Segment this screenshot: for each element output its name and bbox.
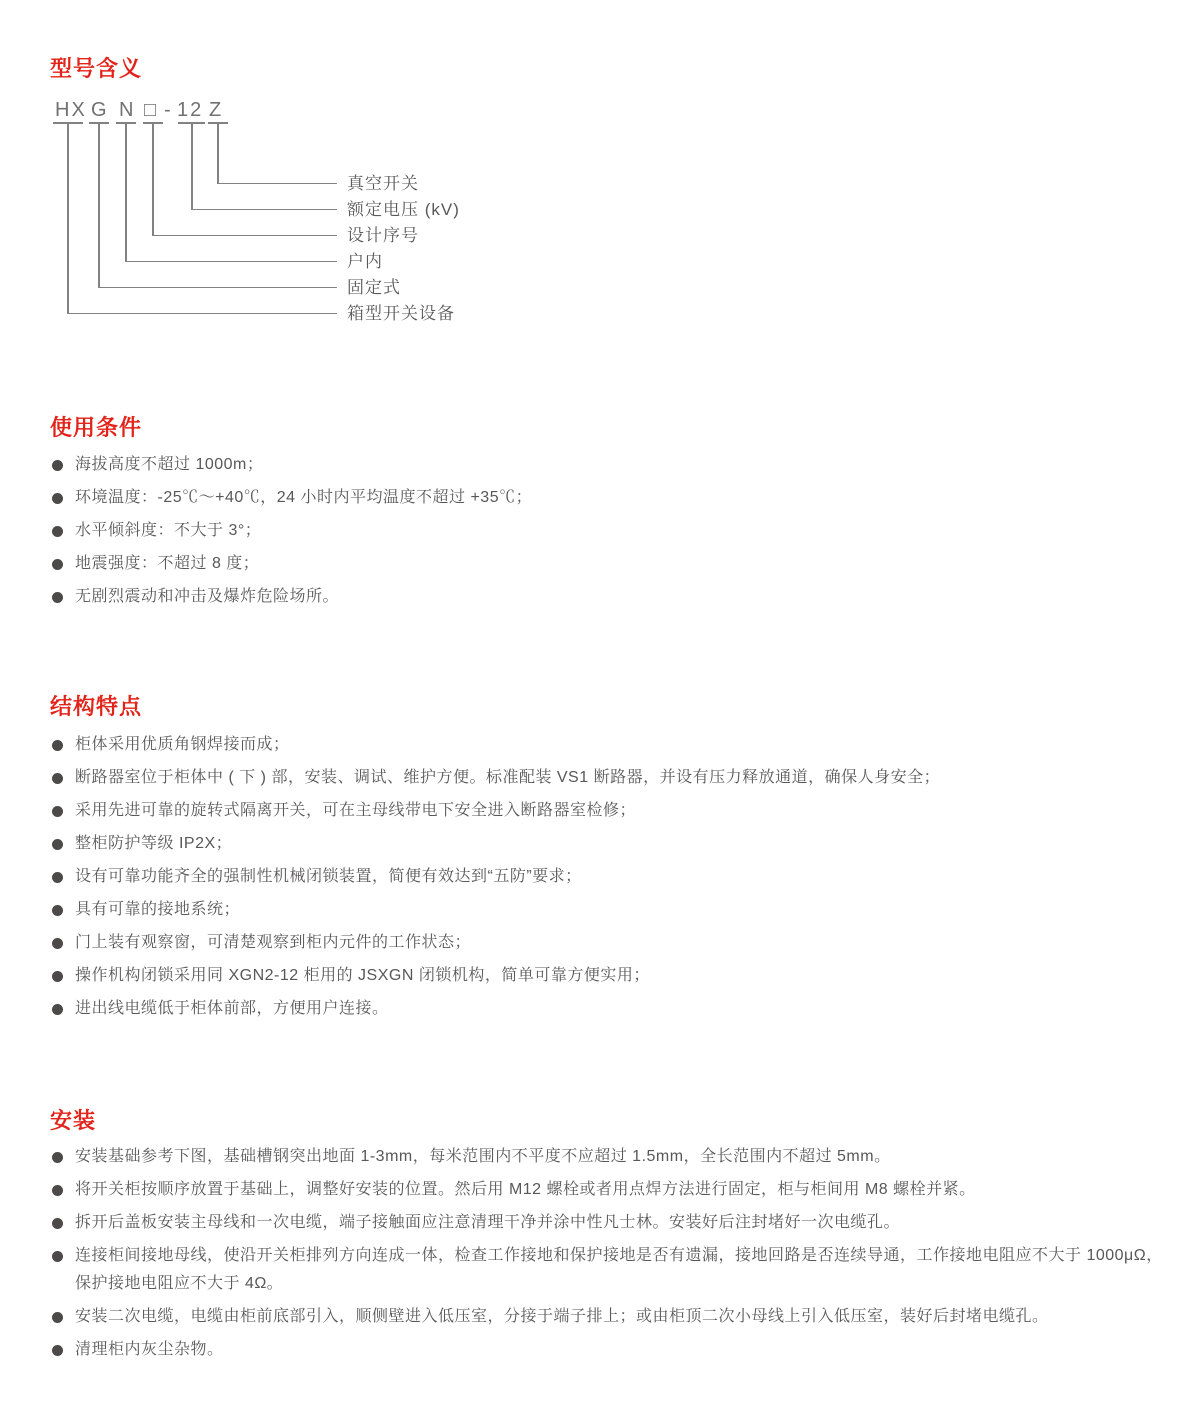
diagram-hline-hx (67, 313, 337, 315)
diagram-hline-g (98, 287, 337, 289)
diagram-hline-12 (191, 209, 337, 211)
diagram-vline-n (125, 122, 127, 262)
list-item (50, 896, 1178, 924)
bullet-icon (52, 460, 63, 471)
bullet-icon (52, 526, 63, 537)
structural-features-list (50, 731, 1178, 1028)
list-item-text: 拆开后盖板安装主母线和一次电缆，端子接触面应注意清理干净并涂中性凡士林。安装好后注封堵好一次电缆孔。 (75, 1214, 901, 1231)
section-title-model-meaning: 型号含义 (50, 56, 143, 81)
bullet-icon (52, 806, 63, 817)
bullet-icon (52, 905, 63, 916)
list-item-text: 具有可靠的接地系统； (75, 901, 241, 918)
list-item (50, 962, 1178, 990)
diagram-hline-z (217, 183, 337, 185)
list-item-text: 安装二次电缆，电缆由柜前底部引入，顺侧壁进入低压室，分接于端子排上；或由柜顶二次小母线上引入低压室，装好后封堵电缆孔。 (75, 1308, 1049, 1325)
bullet-icon (52, 1251, 63, 1262)
model-code-part-z: Z (209, 99, 224, 121)
diagram-vline-z (217, 122, 219, 184)
model-code-part-dash: - (164, 99, 173, 121)
list-item-text: 海拔高度不超过 1000m； (75, 456, 264, 473)
list-item-text: 连接柜间接地母线，使沿开关柜排列方向连成一体，检查工作接地和保护接地是否有遗漏，接地回路是否连续导通，工作接地电阻应不大于 1000μΩ，保护接地电阻应不大于 4Ω。 (75, 1247, 1163, 1292)
list-item-text: 操作机构闭锁采用同 XGN2-12 柜用的 JSXGN 闭锁机构，简单可靠方便实用； (75, 967, 650, 984)
diagram-label-fixed-type: 固定式 (347, 278, 401, 297)
diagram-label-box-switchgear: 箱型开关设备 (347, 304, 455, 323)
bullet-icon (52, 592, 63, 603)
list-item-text: 柜体采用优质角钢焊接而成； (75, 736, 290, 753)
diagram-vline-hx (67, 122, 69, 314)
model-code-part-g: G (91, 99, 109, 121)
diagram-label-design-serial: 设计序号 (347, 226, 419, 245)
list-item-text: 断路器室位于柜体中 ( 下 ) 部，安装、调试、维护方便。标准配装 VS1 断路器，并设有压力释放通道，确保人身安全； (75, 769, 941, 786)
list-item (50, 484, 1178, 512)
bullet-icon (52, 1345, 63, 1356)
list-item-text: 环境温度：-25℃～+40℃，24 小时内平均温度不超过 +35℃； (75, 489, 533, 506)
list-item-text: 地震强度：不超过 8 度； (75, 555, 260, 572)
usage-conditions-list (50, 451, 1178, 616)
list-item-text: 门上装有观察窗，可清楚观察到柜内元件的工作状态； (75, 934, 472, 951)
list-item (50, 451, 1178, 479)
list-item-text: 设有可靠功能齐全的强制性机械闭锁装置，简便有效达到“五防”要求； (75, 868, 582, 885)
list-item-text: 采用先进可靠的旋转式隔离开关，可在主母线带电下安全进入断路器室检修； (75, 802, 637, 819)
list-item (50, 1209, 1178, 1237)
list-item-text: 水平倾斜度：不大于 3°； (75, 522, 262, 539)
list-item (50, 995, 1178, 1023)
list-item-text: 安装基础参考下图，基础槽钢突出地面 1-3mm，每米范围内不平度不应超过 1.5mm，全长范围内不超过 5mm。 (75, 1148, 891, 1165)
list-item (50, 797, 1178, 825)
section-title-structural-features: 结构特点 (50, 694, 143, 719)
diagram-label-indoor: 户内 (347, 252, 383, 271)
bullet-icon (52, 1004, 63, 1015)
installation-list (50, 1143, 1178, 1369)
section-title-installation: 安装 (50, 1108, 97, 1133)
model-code-part-n: N (119, 99, 136, 121)
bullet-icon (52, 1152, 63, 1163)
list-item (50, 1143, 1178, 1171)
model-code-part-hx: HX (55, 99, 87, 121)
list-item (50, 583, 1178, 611)
list-item (50, 830, 1178, 858)
diagram-hline-n (125, 261, 337, 263)
list-item-text: 整柜防护等级 IP2X； (75, 835, 233, 852)
list-item-text: 无剧烈震动和冲击及爆炸危险场所。 (75, 588, 340, 605)
list-item (50, 929, 1178, 957)
list-item (50, 1242, 1178, 1298)
diagram-vline-g (98, 122, 100, 288)
list-item (50, 764, 1178, 792)
list-item-text: 进出线电缆低于柜体前部，方便用户连接。 (75, 1000, 389, 1017)
list-item-text: 清理柜内灰尘杂物。 (75, 1341, 224, 1358)
diagram-hline-box (152, 235, 337, 237)
list-item (50, 550, 1178, 578)
bullet-icon (52, 839, 63, 850)
bullet-icon (52, 1218, 63, 1229)
diagram-label-vacuum-switch: 真空开关 (347, 174, 419, 193)
list-item (50, 1336, 1178, 1364)
diagram-label-rated-voltage: 额定电压 (kV) (347, 200, 460, 219)
list-item (50, 517, 1178, 545)
bullet-icon (52, 559, 63, 570)
model-code-part-12: 12 (177, 99, 204, 121)
bullet-icon (52, 872, 63, 883)
section-title-usage-conditions: 使用条件 (50, 415, 143, 440)
list-item (50, 731, 1178, 759)
bullet-icon (52, 971, 63, 982)
list-item (50, 1176, 1178, 1204)
list-item (50, 863, 1178, 891)
model-code-part-box: □ (144, 99, 159, 121)
bullet-icon (52, 1185, 63, 1196)
list-item-text: 将开关柜按顺序放置于基础上，调整好安装的位置。然后用 M12 螺栓或者用点焊方法进行固定，柜与柜间用 M8 螺栓并紧。 (75, 1181, 976, 1198)
bullet-icon (52, 938, 63, 949)
list-item (50, 1303, 1178, 1331)
bullet-icon (52, 1312, 63, 1323)
bullet-icon (52, 773, 63, 784)
bullet-icon (52, 493, 63, 504)
diagram-vline-12 (191, 122, 193, 210)
bullet-icon (52, 740, 63, 751)
diagram-vline-box (152, 122, 154, 236)
